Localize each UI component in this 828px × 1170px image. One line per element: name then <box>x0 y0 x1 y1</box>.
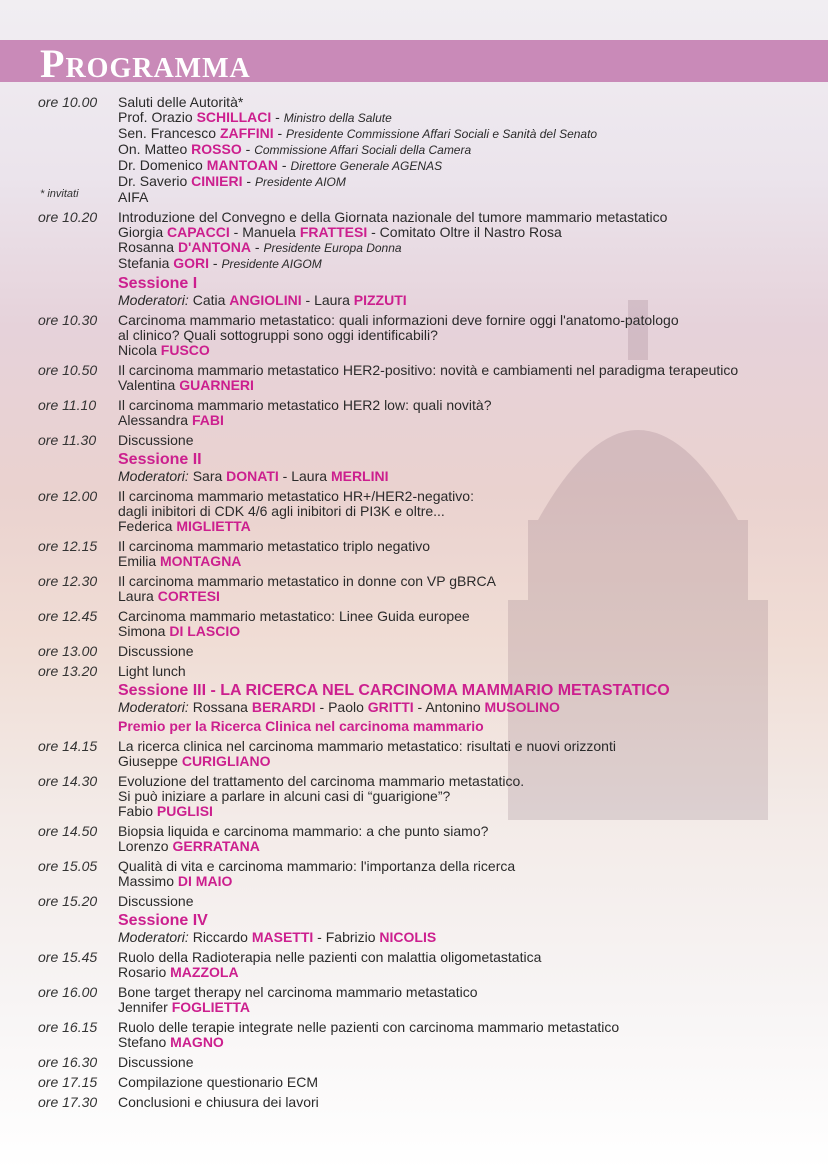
time-label: ore 10.50 <box>38 362 98 378</box>
title-line <box>118 328 828 343</box>
talk-title: Discussione <box>118 893 194 909</box>
time-label: ore 16.15 <box>38 1019 98 1035</box>
program-list <box>0 90 828 1110</box>
time-label: ore 14.30 <box>38 773 98 789</box>
item-body <box>118 609 828 639</box>
program-item <box>0 1020 828 1050</box>
speaker-line: Rosario MAZZOLA <box>118 964 239 980</box>
speaker-line: Massimo DI MAIO <box>118 873 233 889</box>
person-line: Dr. Saverio CINIERI - Presidente AIOM <box>118 173 346 189</box>
session-title: Sessione III - LA RICERCA NEL CARCINOMA MAMMARIO METASTATICO <box>118 682 670 699</box>
program-item <box>0 644 828 659</box>
time-label <box>0 451 118 484</box>
time-label <box>0 682 118 734</box>
time-label: ore 17.15 <box>38 1074 98 1090</box>
program-item <box>0 451 828 484</box>
title-line <box>118 504 828 519</box>
speaker-name: FOGLIETTA <box>171 999 250 1015</box>
talk-title: Carcinoma mammario metastatico: Linee Guida europee <box>118 608 470 624</box>
item-body <box>118 1055 828 1070</box>
title-line <box>118 539 828 554</box>
session-line <box>118 451 828 469</box>
speaker-name: FUSCO <box>160 342 210 358</box>
talk-title: Discussione <box>118 643 194 659</box>
time-label: ore 12.00 <box>38 488 98 504</box>
item-body <box>118 398 828 428</box>
speaker-line: Giuseppe CURIGLIANO <box>118 753 271 769</box>
item-body <box>118 489 828 534</box>
person-role: Direttore Generale AGENAS <box>290 159 443 173</box>
time-label: ore 12.15 <box>38 538 98 554</box>
moderator-name: MUSOLINO <box>484 699 560 715</box>
talk-title: Ruolo delle terapie integrate nelle pazienti con carcinoma mammario metastatico <box>118 1019 620 1035</box>
person-role: Ministro della Salute <box>283 111 392 125</box>
title-line <box>118 1075 828 1090</box>
time-label: ore 11.30 <box>38 432 97 448</box>
time-label: ore 14.15 <box>38 738 98 754</box>
program-item <box>0 433 828 448</box>
moderators-line: Moderatori: Rossana BERARDI - Paolo GRITTI - Antonino MUSOLINO <box>118 699 560 715</box>
invited-note: * invitati <box>40 188 79 200</box>
title-line <box>118 950 828 965</box>
moderator-name: NICOLIS <box>379 929 437 945</box>
moderators-line: Moderatori: Sara DONATI - Laura MERLINI <box>118 468 389 484</box>
person-role: Presidente AIOM <box>254 175 346 189</box>
title-line <box>118 398 828 413</box>
program-item <box>0 363 828 393</box>
person-role: Presidente Commissione Affari Sociali e Sanità del Senato <box>286 127 598 141</box>
item-body <box>118 1020 828 1050</box>
program-item <box>0 682 828 734</box>
program-item <box>0 275 828 308</box>
session-title: Sessione I <box>118 275 198 292</box>
speaker-line: Emilia MONTAGNA <box>118 553 242 569</box>
talk-title: Qualità di vita e carcinoma mammario: l'importanza della ricerca <box>118 858 516 874</box>
speaker-name: GUARNERI <box>179 377 254 393</box>
talk-title: Conclusioni e chiusura dei lavori <box>118 1094 319 1110</box>
title-line <box>118 739 828 754</box>
title-line <box>118 985 828 1000</box>
item-body <box>118 1075 828 1090</box>
person-line: Dr. Domenico MANTOAN - Direttore Generale AGENAS <box>118 157 443 173</box>
program-item <box>0 774 828 819</box>
program-item <box>0 539 828 569</box>
item-body <box>118 539 828 569</box>
program-item <box>0 985 828 1015</box>
item-body <box>118 774 828 819</box>
talk-title: La ricerca clinica nel carcinoma mammario metastatico: risultati e nuovi orizzonti <box>118 738 616 754</box>
item-body <box>118 824 828 854</box>
item-body <box>118 95 828 205</box>
person-role: Presidente AIGOM <box>221 257 322 271</box>
time-label: ore 15.45 <box>38 949 98 965</box>
title-line <box>118 313 828 328</box>
speaker-name: MAZZOLA <box>170 964 239 980</box>
item-body <box>118 313 828 358</box>
extra-line: AIFA <box>118 189 149 205</box>
talk-title: al clinico? Quali sottogruppi sono oggi identificabili? <box>118 327 438 343</box>
moderator-name: DONATI <box>226 468 279 484</box>
talk-title: Si può iniziare a parlare in alcuni casi di “guarigione”? <box>118 788 451 804</box>
item-body <box>118 574 828 604</box>
person-name: CAPACCI <box>167 224 230 240</box>
title-line <box>118 609 828 624</box>
speaker-line: Alessandra FABI <box>118 412 224 428</box>
speaker-line: Nicola FUSCO <box>118 342 210 358</box>
time-label: ore 12.45 <box>38 608 98 624</box>
moderators-label: Moderatori: <box>118 292 189 308</box>
moderators-label: Moderatori: <box>118 468 189 484</box>
talk-title: Il carcinoma mammario metastatico triplo negativo <box>118 538 431 554</box>
person-name: ROSSO <box>191 141 242 157</box>
time-label: ore 11.10 <box>38 397 97 413</box>
title-line <box>118 859 828 874</box>
time-label: ore 16.00 <box>38 984 98 1000</box>
person-name: GORI <box>173 255 210 271</box>
title-line <box>118 574 828 589</box>
title-line <box>118 363 828 378</box>
speaker-name: CORTESI <box>157 588 220 604</box>
title-line <box>118 433 828 448</box>
moderators-label: Moderatori: <box>118 929 189 945</box>
talk-title: Evoluzione del trattamento del carcinoma mammario metastatico. <box>118 773 525 789</box>
speaker-line: Federica MIGLIETTA <box>118 518 251 534</box>
talk-title: Il carcinoma mammario metastatico HER2 low: quali novità? <box>118 397 492 413</box>
time-label: ore 12.30 <box>38 573 98 589</box>
moderators-line: Moderatori: Catia ANGIOLINI - Laura PIZZUTI <box>118 292 407 308</box>
session-title: Sessione II <box>118 451 202 468</box>
talk-title: Biopsia liquida e carcinoma mammario: a che punto siamo? <box>118 823 489 839</box>
talk-title: dagli inibitori di CDK 4/6 agli inibitori di PI3K e oltre... <box>118 503 445 519</box>
item-body <box>118 275 828 308</box>
time-label: ore 14.50 <box>38 823 98 839</box>
talk-title: Ruolo della Radioterapia nelle pazienti con malattia oligometastatica <box>118 949 542 965</box>
person-name: D'ANTONA <box>177 239 252 255</box>
person-line: On. Matteo ROSSO - Commissione Affari Sociali della Camera <box>118 141 472 157</box>
person-line: Prof. Orazio SCHILLACI - Ministro della Salute <box>118 109 392 125</box>
item-body <box>118 912 828 945</box>
session-line <box>118 682 828 700</box>
item-body <box>118 682 828 734</box>
speaker-line: Fabio PUGLISI <box>118 803 213 819</box>
time-label: ore 10.20 <box>38 209 98 225</box>
title-line <box>118 644 828 659</box>
person-line: Rosanna D'ANTONA - Presidente Europa Donna <box>118 239 402 255</box>
time-label: ore 10.30 <box>38 312 98 328</box>
person-name: MANTOAN <box>206 157 278 173</box>
item-body <box>118 739 828 769</box>
time-label <box>0 912 118 945</box>
moderator-name: BERARDI <box>251 699 316 715</box>
session-line <box>118 912 828 930</box>
time-label: ore 13.00 <box>38 643 98 659</box>
item-body <box>118 451 828 484</box>
talk-title: Il carcinoma mammario metastatico HER2-positivo: novità e cambiamenti nel paradigma terapeutico <box>118 362 739 378</box>
person-name: FRATTESI <box>299 224 368 240</box>
time-label: ore 13.20 <box>38 663 98 679</box>
program-item <box>0 210 828 272</box>
title-line <box>118 789 828 804</box>
item-body <box>118 950 828 980</box>
award-title: Premio per la Ricerca Clinica nel carcinoma mammario <box>118 718 484 734</box>
item-body <box>118 664 828 679</box>
title-line <box>118 489 828 504</box>
item-body <box>118 1095 828 1110</box>
speaker-name: DI LASCIO <box>169 623 241 639</box>
moderator-name: MASETTI <box>251 929 314 945</box>
speaker-line: Laura CORTESI <box>118 588 220 604</box>
talk-title: Il carcinoma mammario metastatico in donne con VP gBRCA <box>118 573 496 589</box>
program-item <box>0 894 828 909</box>
moderators-line: Moderatori: Riccardo MASETTI - Fabrizio NICOLIS <box>118 929 437 945</box>
speaker-line: Lorenzo GERRATANA <box>118 838 260 854</box>
moderators-label: Moderatori: <box>118 699 189 715</box>
person-name: CINIERI <box>191 173 243 189</box>
item-body <box>118 433 828 448</box>
program-item <box>0 95 828 205</box>
program-item <box>0 824 828 854</box>
program-item <box>0 739 828 769</box>
time-label: ore 16.30 <box>38 1054 98 1070</box>
moderator-name: GRITTI <box>367 699 414 715</box>
talk-title: Discussione <box>118 432 194 448</box>
talk-title: Light lunch <box>118 663 186 679</box>
talk-title: Bone target therapy nel carcinoma mammario metastatico <box>118 984 478 1000</box>
title-line <box>118 95 828 110</box>
time-label: ore 17.30 <box>38 1094 98 1110</box>
moderator-name: MERLINI <box>330 468 389 484</box>
speaker-name: MAGNO <box>170 1034 224 1050</box>
time-label: ore 10.00 <box>38 94 98 110</box>
talk-title: Compilazione questionario ECM <box>118 1074 318 1090</box>
item-body <box>118 985 828 1015</box>
speaker-line: Simona DI LASCIO <box>118 623 241 639</box>
speaker-line: Valentina GUARNERI <box>118 377 254 393</box>
item-body <box>118 210 828 272</box>
time-label: ore 15.05 <box>38 858 98 874</box>
speaker-name: PUGLISI <box>156 803 213 819</box>
program-item <box>0 912 828 945</box>
program-item <box>0 859 828 889</box>
program-item <box>0 489 828 534</box>
title-line <box>118 210 828 225</box>
time-label <box>0 275 118 308</box>
speaker-name: CURIGLIANO <box>181 753 271 769</box>
session-line <box>118 275 828 293</box>
person-name: ZAFFINI <box>219 125 274 141</box>
person-line: Sen. Francesco ZAFFINI - Presidente Commissione Affari Sociali e Sanità del Senato <box>118 125 598 141</box>
person-line: Giorgia CAPACCI - Manuela FRATTESI - Comitato Oltre il Nastro Rosa <box>118 224 562 240</box>
speaker-name: MONTAGNA <box>160 553 242 569</box>
person-name: SCHILLACI <box>196 109 272 125</box>
program-item <box>0 664 828 679</box>
moderator-name: PIZZUTI <box>353 292 407 308</box>
speaker-name: MIGLIETTA <box>176 518 251 534</box>
title-line <box>118 1020 828 1035</box>
talk-title: Il carcinoma mammario metastatico HR+/HER2-negativo: <box>118 488 474 504</box>
title-line <box>118 894 828 909</box>
speaker-line: Jennifer FOGLIETTA <box>118 999 250 1015</box>
item-body <box>118 894 828 909</box>
program-item <box>0 1095 828 1110</box>
program-item <box>0 950 828 980</box>
session-title: Sessione IV <box>118 912 208 929</box>
award-line <box>118 719 828 734</box>
title-line <box>118 824 828 839</box>
speaker-name: DI MAIO <box>177 873 233 889</box>
person-line: Stefania GORI - Presidente AIGOM <box>118 255 322 271</box>
person-role: Presidente Europa Donna <box>263 241 402 255</box>
program-item <box>0 1055 828 1070</box>
header-bar <box>0 40 828 86</box>
program-item <box>0 609 828 639</box>
program-item <box>0 313 828 358</box>
person-role: Commissione Affari Sociali della Camera <box>254 143 472 157</box>
talk-title: Carcinoma mammario metastatico: quali informazioni deve fornire oggi l'anatomo-patologo <box>118 312 679 328</box>
item-body <box>118 363 828 393</box>
title-line <box>118 664 828 679</box>
item-body <box>118 859 828 889</box>
title-line <box>118 1095 828 1110</box>
program-item <box>0 1075 828 1090</box>
speaker-name: GERRATANA <box>172 838 260 854</box>
page-title: PROGRAMMA <box>40 41 251 86</box>
talk-title: Discussione <box>118 1054 194 1070</box>
talk-title: Saluti delle Autorità* <box>118 94 244 110</box>
item-body <box>118 644 828 659</box>
program-item <box>0 574 828 604</box>
title-line <box>118 774 828 789</box>
time-label: ore 15.20 <box>38 893 98 909</box>
speaker-line: Stefano MAGNO <box>118 1034 224 1050</box>
moderator-name: ANGIOLINI <box>229 292 302 308</box>
speaker-name: FABI <box>191 412 224 428</box>
talk-title: Introduzione del Convegno e della Giornata nazionale del tumore mammario metastatico <box>118 209 668 225</box>
program-item <box>0 398 828 428</box>
title-line <box>118 1055 828 1070</box>
